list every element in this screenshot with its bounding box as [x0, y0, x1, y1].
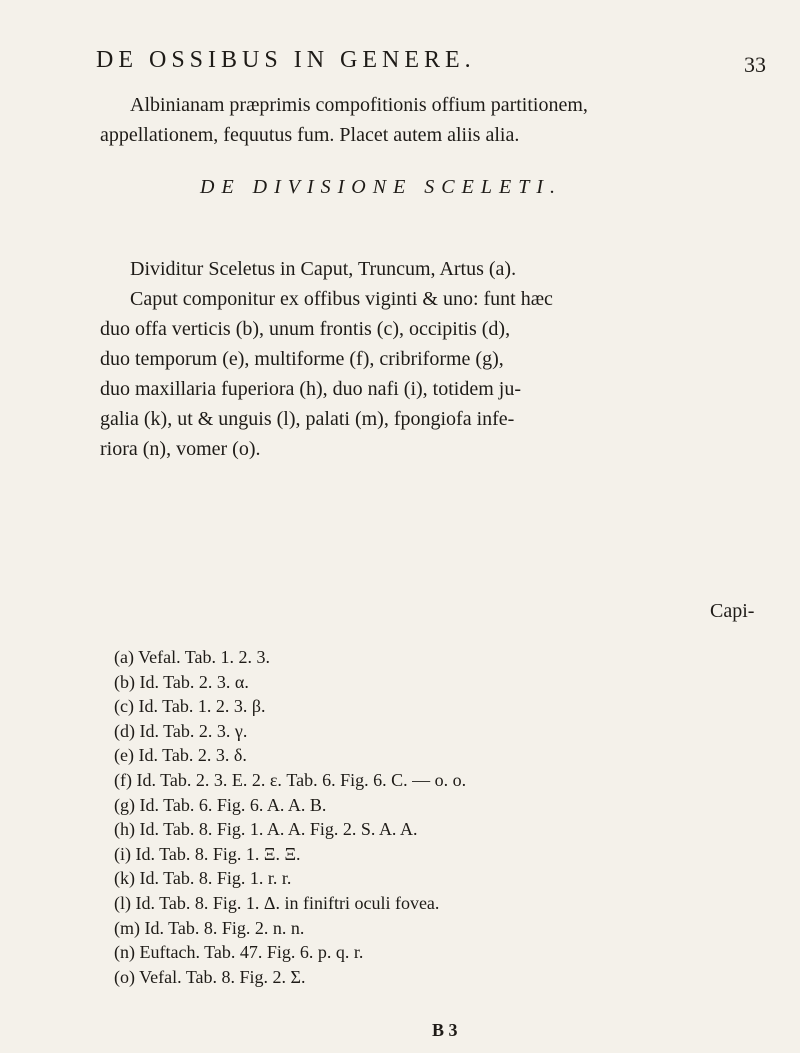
paragraph-line: Dividitur Sceletus in Caput, Truncum, Artus (a).: [130, 258, 517, 280]
footnote: (g) Id. Tab. 6. Fig. 6. A. A. B.: [114, 794, 327, 815]
section-title: DE DIVISIONE SCELETI.: [200, 176, 562, 198]
footnotes: [114, 645, 466, 989]
paragraph-line: duo maxillaria fuperiora (h), duo nafi (i), totidem ju-: [100, 378, 521, 400]
intro-line: Albinianam præprimis compofitionis offium partitionem,: [130, 94, 588, 116]
footnote: (c) Id. Tab. 1. 2. 3. β.: [114, 696, 266, 717]
footnote: (l) Id. Tab. 8. Fig. 1. Δ. in finiftri oculi fovea.: [114, 892, 440, 913]
main-paragraph: [100, 254, 720, 464]
footnote: (b) Id. Tab. 2. 3. α.: [114, 671, 249, 692]
footnote: (h) Id. Tab. 8. Fig. 1. A. A. Fig. 2. S. A. A.: [114, 819, 418, 840]
footnote: (n) Euftach. Tab. 47. Fig. 6. p. q. r.: [114, 942, 364, 963]
signature-mark: B 3: [432, 1020, 458, 1040]
paragraph-line: Caput componitur ex offibus viginti & uno: funt hæc: [130, 288, 553, 310]
paragraph-line: riora (n), vomer (o).: [100, 438, 261, 460]
footnote: (f) Id. Tab. 2. 3. E. 2. ε. Tab. 6. Fig. 6. C. — o. o.: [114, 769, 467, 790]
footnote: (o) Vefal. Tab. 8. Fig. 2. Σ.: [114, 966, 306, 987]
paragraph-line: duo temporum (e), multiforme (f), cribriforme (g),: [100, 348, 504, 370]
paragraph-line: galia (k), ut & unguis (l), palati (m), fpongiofa infe-: [100, 408, 515, 430]
footnote: (i) Id. Tab. 8. Fig. 1. Ξ. Ξ.: [114, 843, 301, 864]
catchword: Capi-: [710, 600, 755, 622]
running-head: DE OSSIBUS IN GENERE.: [96, 47, 476, 73]
footnote: (k) Id. Tab. 8. Fig. 1. r. r.: [114, 868, 292, 889]
paragraph-line: duo offa verticis (b), unum frontis (c), occipitis (d),: [100, 318, 511, 340]
intro-line: appellationem, fequutus fum. Placet autem aliis alia.: [100, 124, 520, 146]
page-number: 33: [744, 52, 766, 77]
footnote: (e) Id. Tab. 2. 3. δ.: [114, 745, 247, 766]
footnote: (a) Vefal. Tab. 1. 2. 3.: [114, 647, 271, 667]
intro-paragraph: [100, 90, 720, 150]
footnote: (m) Id. Tab. 8. Fig. 2. n. n.: [114, 917, 305, 938]
footnote: (d) Id. Tab. 2. 3. γ.: [114, 720, 248, 741]
